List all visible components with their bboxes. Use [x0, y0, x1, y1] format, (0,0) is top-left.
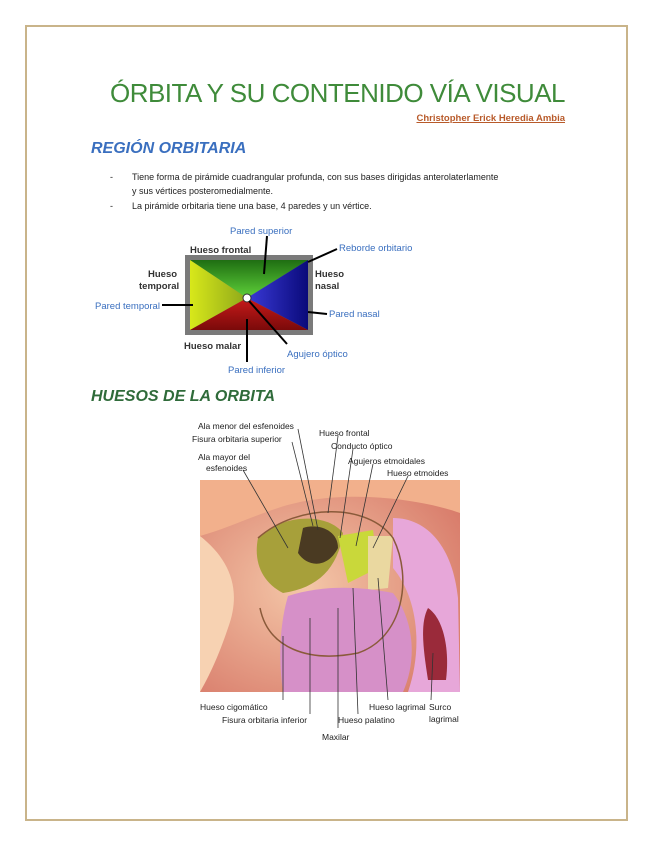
label-hueso-cigomatico: Hueso cigomático	[200, 702, 268, 712]
maxilla-bone	[280, 588, 411, 692]
label-maxilar: Maxilar	[322, 732, 350, 742]
label-hueso-frontal: Hueso frontal	[319, 428, 370, 438]
label-agujeros-etmoidales: Agujeros etmoidales	[348, 456, 426, 466]
label-ala-menor: Ala menor del esfenoides	[198, 421, 294, 431]
label-fisura-superior: Fisura orbitaria superior	[192, 434, 282, 444]
label-reborde-orbitario: Reborde orbitario	[339, 243, 413, 254]
label-pared-temporal: Pared temporal	[95, 301, 160, 312]
label-hueso-palatino: Hueso palatino	[338, 715, 395, 725]
section-heading-huesos: HUESOS DE LA ORBITA	[91, 388, 276, 405]
orbit-pyramid-diagram	[92, 222, 413, 382]
label-fisura-inferior: Fisura orbitaria inferior	[222, 715, 308, 725]
label-hueso-frontal: Hueso frontal	[190, 245, 252, 256]
page-title: ÓRBITA Y SU CONTENIDO VÍA VISUAL	[109, 78, 565, 108]
bullet-list	[110, 170, 500, 214]
label-surco-1: Surco	[429, 702, 452, 712]
label-pared-inferior: Pared inferior	[228, 365, 286, 376]
label-hueso-temporal-1: Hueso	[148, 269, 178, 280]
author-name: Christopher Erick Heredia Ambia	[416, 113, 565, 124]
label-conducto-optico: Conducto óptico	[331, 441, 393, 451]
bullet-item: - Tiene forma de pirámide cuadrangular profunda, con sus bases dirigidas anterolaterlamente y sus vértices posteromedialmente.	[110, 170, 500, 198]
label-ala-mayor-1: Ala mayor del	[198, 452, 250, 462]
orbit-bones-illustration	[188, 418, 478, 748]
label-pared-superior: Pared superior	[230, 226, 293, 237]
label-hueso-temporal-2: temporal	[139, 281, 180, 292]
label-hueso-nasal-2: nasal	[315, 281, 340, 292]
bullet-item: - La pirámide orbitaria tiene una base, 4 paredes y un vértice.	[110, 199, 500, 213]
label-hueso-etmoides: Hueso etmoides	[387, 468, 449, 478]
label-ala-mayor-2: esfenoides	[206, 463, 248, 473]
label-pared-nasal: Pared nasal	[329, 309, 380, 320]
label-agujero-optico: Agujero óptico	[287, 349, 348, 360]
label-surco-2: lagrimal	[429, 714, 459, 724]
section-heading-region: REGIÓN ORBITARIA	[91, 140, 247, 157]
label-hueso-lagrimal: Hueso lagrimal	[369, 702, 426, 712]
label-hueso-nasal-1: Hueso	[315, 269, 345, 280]
label-hueso-malar: Hueso malar	[184, 341, 242, 352]
